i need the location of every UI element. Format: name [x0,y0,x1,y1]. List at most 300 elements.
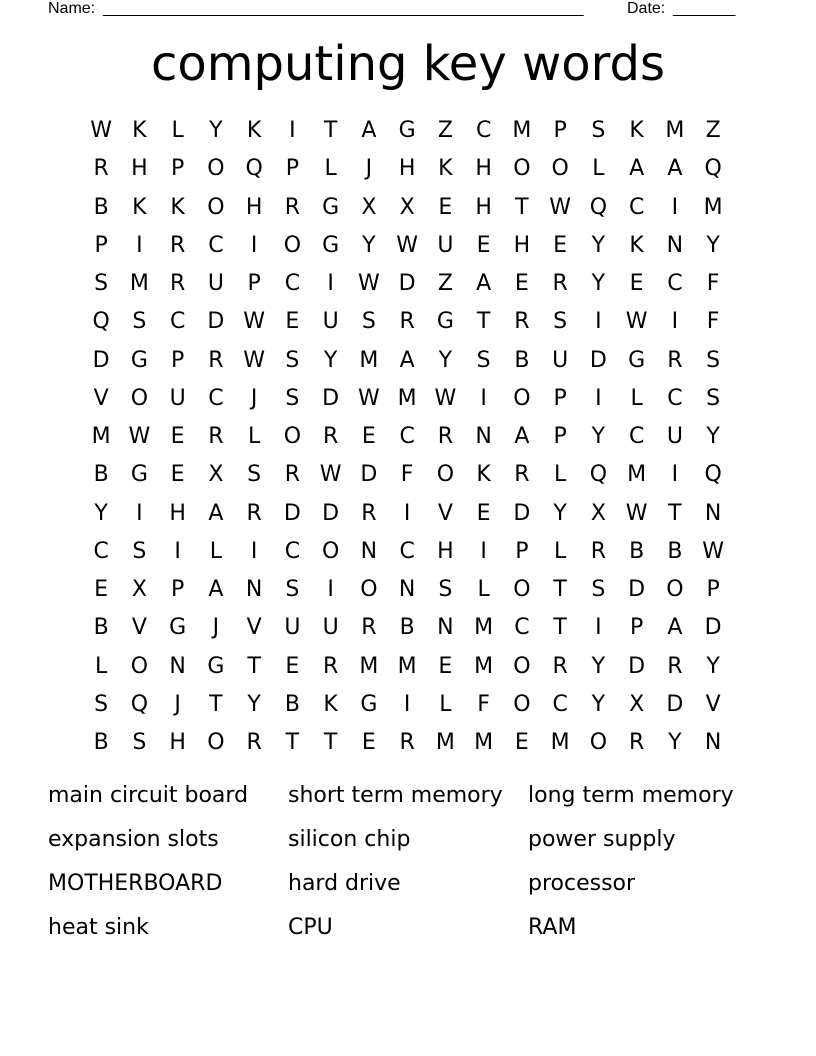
grid-letter[interactable]: K [629,118,644,144]
grid-letter[interactable]: I [289,118,296,144]
grid-letter[interactable]: M [665,118,685,144]
grid-letter[interactable]: R [93,156,109,182]
letter-grid [82,112,734,762]
grid-letter[interactable]: R [169,271,186,297]
grid-letter[interactable]: Q [589,194,608,220]
grid-letter[interactable]: D [513,500,531,526]
grid-letter[interactable]: C [284,271,301,297]
grid-letter[interactable]: I [671,194,679,220]
grid-letter[interactable]: M [627,462,647,488]
grid-letter[interactable]: M [397,385,417,411]
grid-letter[interactable]: C [667,385,683,411]
grid-letter[interactable]: T [323,730,338,756]
grid-letter[interactable]: V [131,615,147,641]
grid-letter[interactable]: L [630,385,643,411]
grid-letter[interactable]: O [130,653,149,679]
grid-letter[interactable]: I [671,462,679,488]
grid-letter[interactable]: W [549,194,571,220]
grid-letter[interactable]: G [628,347,646,373]
grid-letter[interactable]: P [285,156,300,182]
grid-letter[interactable]: H [513,232,531,258]
grid-letter[interactable]: O [513,691,531,717]
grid-letter[interactable]: U [169,385,186,411]
grid-letter[interactable]: R [322,653,339,679]
grid-letter[interactable]: E [285,309,300,335]
grid-letter[interactable]: D [207,309,225,335]
grid-letter[interactable]: P [170,347,185,373]
grid-letter[interactable]: T [323,118,338,144]
grid-letter[interactable]: Y [323,347,338,373]
grid-letter[interactable]: W [625,500,648,526]
grid-letter[interactable]: H [398,156,416,182]
grid-letter[interactable]: P [515,538,529,564]
grid-letter[interactable]: L [477,577,490,603]
grid-letter[interactable]: S [285,577,300,603]
grid-letter[interactable]: I [595,309,602,335]
grid-letter[interactable]: S [94,691,109,717]
grid-letter[interactable]: I [327,271,334,297]
word-list-item: power supply [528,827,676,852]
grid-letter[interactable]: E [514,271,529,297]
grid-letter[interactable]: W [396,232,418,258]
grid-letter[interactable]: O [130,385,149,411]
grid-letter[interactable]: K [246,118,262,144]
grid-letter[interactable]: R [208,424,224,450]
grid-letter[interactable]: A [667,615,683,641]
grid-letter[interactable]: S [476,347,491,373]
grid-letter[interactable]: E [438,653,453,679]
grid-letter[interactable]: M [703,194,723,220]
grid-letter[interactable]: O [436,462,455,488]
grid-letter[interactable]: A [667,156,683,182]
grid-letter[interactable]: X [590,500,606,526]
grid-letter[interactable]: D [589,347,607,373]
grid-letter[interactable]: J [174,691,181,717]
grid-letter[interactable]: B [93,462,109,488]
grid-letter[interactable]: Q [704,156,722,182]
grid-letter[interactable]: D [628,577,646,603]
grid-letter[interactable]: F [477,691,490,717]
grid-letter[interactable]: S [132,309,147,335]
grid-letter[interactable]: R [514,309,530,335]
grid-letter[interactable]: M [359,653,379,679]
grid-letter[interactable]: U [437,232,454,258]
grid-letter[interactable]: Q [245,156,263,182]
grid-letter[interactable]: X [629,691,645,717]
grid-letter[interactable]: T [247,653,261,679]
grid-letter[interactable]: C [667,271,683,297]
grid-letter[interactable]: N [475,424,492,450]
grid-letter[interactable]: D [360,462,378,488]
grid-letter[interactable]: R [284,194,301,220]
grid-letter[interactable]: I [595,385,602,411]
grid-letter[interactable]: W [319,462,342,488]
grid-letter[interactable]: H [169,500,186,526]
grid-letter[interactable]: C [399,424,415,450]
grid-letter[interactable]: R [361,615,377,641]
grid-letter[interactable]: D [704,615,722,641]
grid-row [82,380,734,418]
grid-letter[interactable]: I [136,232,143,258]
grid-letter[interactable]: K [438,156,453,182]
grid-letter[interactable]: D [398,271,416,297]
grid-letter[interactable]: R [322,424,339,450]
grid-letter[interactable]: C [399,538,415,564]
grid-letter[interactable]: I [327,577,334,603]
grid-letter[interactable]: B [284,691,300,717]
grid-letter[interactable]: P [706,577,720,603]
grid-letter[interactable]: W [625,309,648,335]
grid-letter[interactable]: Z [437,271,453,297]
grid-letter[interactable]: C [169,309,186,335]
grid-letter[interactable]: L [247,424,261,450]
grid-letter[interactable]: G [169,615,187,641]
grid-letter[interactable]: Z [705,118,721,144]
grid-letter[interactable]: O [207,194,225,220]
grid-letter[interactable]: A [399,347,415,373]
grid-letter[interactable]: B [514,347,530,373]
grid-letter[interactable]: S [553,309,568,335]
grid-letter[interactable]: M [435,730,455,756]
grid-letter[interactable]: M [474,730,494,756]
grid-letter[interactable]: K [170,194,185,220]
grid-letter[interactable]: E [361,730,376,756]
grid-letter[interactable]: N [437,615,454,641]
grid-letter[interactable]: C [284,538,301,564]
grid-letter[interactable]: B [93,730,109,756]
grid-letter[interactable]: U [322,615,339,641]
grid-letter[interactable]: G [130,462,148,488]
grid-letter[interactable]: B [667,538,683,564]
grid-row [82,495,734,533]
grid-letter[interactable]: I [174,538,181,564]
grid-letter[interactable]: A [208,500,224,526]
grid-letter[interactable]: C [475,118,492,144]
grid-letter[interactable]: O [283,424,302,450]
grid-letter[interactable]: R [399,730,415,756]
grid-letter[interactable]: L [324,156,337,182]
grid-letter[interactable]: I [403,500,411,526]
grid-letter[interactable]: P [170,577,185,603]
grid-letter[interactable]: T [209,691,223,717]
grid-letter[interactable]: U [322,309,339,335]
grid-letter[interactable]: Y [209,118,223,144]
grid-letter[interactable]: A [208,577,224,603]
grid-letter[interactable]: I [403,691,411,717]
grid-letter[interactable]: W [357,385,380,411]
grid-letter[interactable]: D [628,653,646,679]
grid-letter[interactable]: S [94,271,109,297]
grid-letter[interactable]: I [480,538,487,564]
grid-letter[interactable]: F [706,309,720,335]
word-list-item: long term memory [528,783,734,808]
grid-row [82,418,734,456]
grid-letter[interactable]: C [628,194,645,220]
grid-letter[interactable]: W [702,538,724,564]
grid-letter[interactable]: T [553,615,567,641]
grid-letter[interactable]: B [93,194,109,220]
grid-letter[interactable]: Y [706,424,720,450]
grid-row [82,686,734,724]
grid-letter[interactable]: D [283,500,301,526]
grid-letter[interactable]: L [209,538,222,564]
grid-letter[interactable]: P [629,615,644,641]
grid-letter[interactable]: R [361,500,377,526]
grid-letter[interactable]: T [476,309,491,335]
grid-letter[interactable]: X [399,194,415,220]
grid-letter[interactable]: L [553,538,567,564]
grid-letter[interactable]: A [514,424,530,450]
grid-letter[interactable]: C [514,615,530,641]
grid-letter[interactable]: J [250,385,258,411]
grid-letter[interactable]: L [94,653,108,679]
grid-letter[interactable]: N [704,730,722,756]
grid-letter[interactable]: O [207,730,225,756]
grid-letter[interactable]: G [207,653,225,679]
grid-letter[interactable]: O [589,730,608,756]
grid-letter[interactable]: D [92,347,110,373]
grid-letter[interactable]: K [132,118,147,144]
grid-letter[interactable]: M [550,730,570,756]
grid-letter[interactable]: H [475,194,492,220]
grid-letter[interactable]: M [474,653,494,679]
grid-letter[interactable]: U [207,271,224,297]
grid-letter[interactable]: N [666,232,684,258]
grid-letter[interactable]: S [285,385,300,411]
grid-letter[interactable]: P [94,232,108,258]
grid-letter[interactable]: V [705,691,721,717]
grid-letter[interactable]: C [628,424,645,450]
grid-letter[interactable]: K [629,232,644,258]
grid-letter[interactable]: G [398,118,416,144]
grid-letter[interactable]: M [397,653,417,679]
grid-letter[interactable]: V [93,385,109,411]
grid-letter[interactable]: E [514,730,529,756]
grid-letter[interactable]: X [361,194,377,220]
grid-letter[interactable]: I [250,232,258,258]
grid-letter[interactable]: E [476,232,491,258]
grid-letter[interactable]: O [513,577,531,603]
grid-letter[interactable]: S [438,577,453,603]
grid-letter[interactable]: P [170,156,185,182]
grid-letter[interactable]: I [250,538,258,564]
grid-letter[interactable]: R [246,730,262,756]
grid-letter[interactable]: Q [92,309,110,335]
grid-letter[interactable]: S [132,538,147,564]
grid-letter[interactable]: O [666,577,684,603]
grid-letter[interactable]: M [474,615,494,641]
grid-letter[interactable]: L [439,691,452,717]
grid-letter[interactable]: I [136,500,143,526]
grid-letter[interactable]: W [243,309,265,335]
grid-letter[interactable]: F [706,271,720,297]
grid-letter[interactable]: R [667,653,683,679]
grid-letter[interactable]: V [437,500,453,526]
grid-letter[interactable]: G [322,194,340,220]
grid-letter[interactable]: S [361,309,376,335]
grid-letter[interactable]: L [553,462,567,488]
grid-letter[interactable]: H [437,538,454,564]
grid-letter[interactable]: O [513,653,531,679]
grid-letter[interactable]: T [515,194,529,220]
grid-letter[interactable]: Y [94,500,108,526]
grid-letter[interactable]: S [591,577,606,603]
grid-letter[interactable]: D [322,385,340,411]
grid-letter[interactable]: Y [591,232,606,258]
grid-letter[interactable]: B [629,538,645,564]
grid-letter[interactable]: M [129,271,149,297]
grid-letter[interactable]: H [131,156,148,182]
grid-letter[interactable]: X [208,462,224,488]
grid-letter[interactable]: S [247,462,262,488]
grid-letter[interactable]: Y [591,691,606,717]
grid-letter[interactable]: J [365,156,373,182]
grid-letter[interactable]: C [208,385,224,411]
grid-letter[interactable]: L [171,118,184,144]
grid-letter[interactable]: R [246,500,262,526]
grid-letter[interactable]: E [170,462,185,488]
grid-letter[interactable]: U [552,347,569,373]
grid-letter[interactable]: Y [591,271,606,297]
grid-letter[interactable]: R [284,462,301,488]
grid-letter[interactable]: R [437,424,454,450]
grid-letter[interactable]: N [704,500,722,526]
grid-letter[interactable]: G [322,232,340,258]
grid-letter[interactable]: G [436,309,454,335]
grid-letter[interactable]: S [132,730,147,756]
grid-letter[interactable]: Z [437,118,453,144]
grid-letter[interactable]: O [207,156,225,182]
grid-letter[interactable]: D [322,500,340,526]
grid-letter[interactable]: O [513,385,531,411]
grid-letter[interactable]: U [284,615,301,641]
grid-row [82,303,734,341]
grid-letter[interactable]: Q [130,691,149,717]
grid-letter[interactable]: S [706,385,721,411]
grid-letter[interactable]: P [247,271,261,297]
grid-letter[interactable]: Q [589,462,608,488]
grid-letter[interactable]: O [321,538,340,564]
grid-letter[interactable]: A [629,156,645,182]
grid-letter[interactable]: I [671,309,679,335]
grid-letter[interactable]: R [628,730,645,756]
grid-letter[interactable]: Y [706,653,720,679]
grid-letter[interactable]: N [245,577,263,603]
grid-letter[interactable]: R [514,462,530,488]
grid-letter[interactable]: B [93,615,109,641]
grid-letter[interactable]: I [595,615,602,641]
grid-letter[interactable]: G [360,691,378,717]
date-blank-line[interactable]: _______ [673,0,736,17]
grid-letter[interactable]: P [553,385,567,411]
grid-letter[interactable]: Y [438,347,453,373]
grid-letter[interactable]: Y [247,691,261,717]
grid-letter[interactable]: E [438,194,453,220]
grid-letter[interactable]: U [666,424,683,450]
grid-letter[interactable]: M [512,118,532,144]
grid-letter[interactable]: W [90,118,112,144]
grid-letter[interactable]: E [553,232,568,258]
grid-letter[interactable]: Y [553,500,567,526]
grid-letter[interactable]: G [130,347,148,373]
grid-letter[interactable]: O [360,577,378,603]
grid-letter[interactable]: M [359,347,379,373]
grid-letter[interactable]: P [553,424,567,450]
grid-letter[interactable]: M [91,424,111,450]
grid-letter[interactable]: N [169,653,186,679]
grid-letter[interactable]: O [283,232,302,258]
grid-letter[interactable]: L [592,156,605,182]
grid-letter[interactable]: Y [591,653,606,679]
grid-letter[interactable]: H [245,194,263,220]
grid-letter[interactable]: E [170,424,185,450]
grid-row [82,648,734,686]
grid-letter[interactable]: R [399,309,415,335]
grid-letter[interactable]: R [667,347,683,373]
grid-letter[interactable]: D [666,691,684,717]
grid-letter[interactable]: R [208,347,224,373]
grid-letter[interactable]: R [552,653,568,679]
grid-letter[interactable]: W [128,424,151,450]
grid-letter[interactable]: S [591,118,606,144]
grid-letter[interactable]: N [398,577,416,603]
grid-letter[interactable]: H [475,156,492,182]
grid-letter[interactable]: C [552,691,568,717]
grid-letter[interactable]: K [323,691,338,717]
grid-letter[interactable]: T [668,500,682,526]
grid-letter[interactable]: R [169,232,186,258]
grid-letter[interactable]: F [400,462,414,488]
grid-letter[interactable]: X [131,577,147,603]
grid-letter[interactable]: A [476,271,492,297]
grid-letter[interactable]: P [553,118,567,144]
grid-letter[interactable]: S [706,347,721,373]
name-blank-line[interactable]: ______________________________________________________ [103,0,584,17]
grid-letter[interactable]: O [551,156,569,182]
grid-letter[interactable]: R [552,271,568,297]
grid-letter[interactable]: C [93,538,109,564]
grid-letter[interactable]: Y [591,424,606,450]
grid-letter[interactable]: C [208,232,224,258]
grid-letter[interactable]: R [590,538,607,564]
grid-letter[interactable]: S [285,347,300,373]
grid-letter[interactable]: Y [706,232,720,258]
grid-letter[interactable]: E [285,653,300,679]
grid-letter[interactable]: W [243,347,265,373]
grid-letter[interactable]: Y [362,232,376,258]
grid-letter[interactable]: V [246,615,262,641]
grid-letter[interactable]: W [357,271,380,297]
grid-letter[interactable]: T [553,577,567,603]
grid-letter[interactable]: E [476,500,491,526]
grid-letter[interactable]: I [480,385,487,411]
grid-letter[interactable]: K [476,462,491,488]
grid-letter[interactable]: H [169,730,186,756]
grid-letter[interactable]: E [361,424,376,450]
grid-letter[interactable]: O [513,156,531,182]
grid-letter[interactable]: J [212,615,220,641]
grid-letter[interactable]: N [360,538,378,564]
grid-letter[interactable]: E [629,271,644,297]
grid-letter[interactable]: E [94,577,109,603]
grid-letter[interactable]: K [132,194,147,220]
grid-letter[interactable]: Y [668,730,682,756]
grid-letter[interactable]: B [399,615,415,641]
grid-letter[interactable]: Q [704,462,722,488]
grid-letter[interactable]: W [434,385,457,411]
grid-letter[interactable]: T [285,730,300,756]
grid-letter[interactable]: A [361,118,377,144]
